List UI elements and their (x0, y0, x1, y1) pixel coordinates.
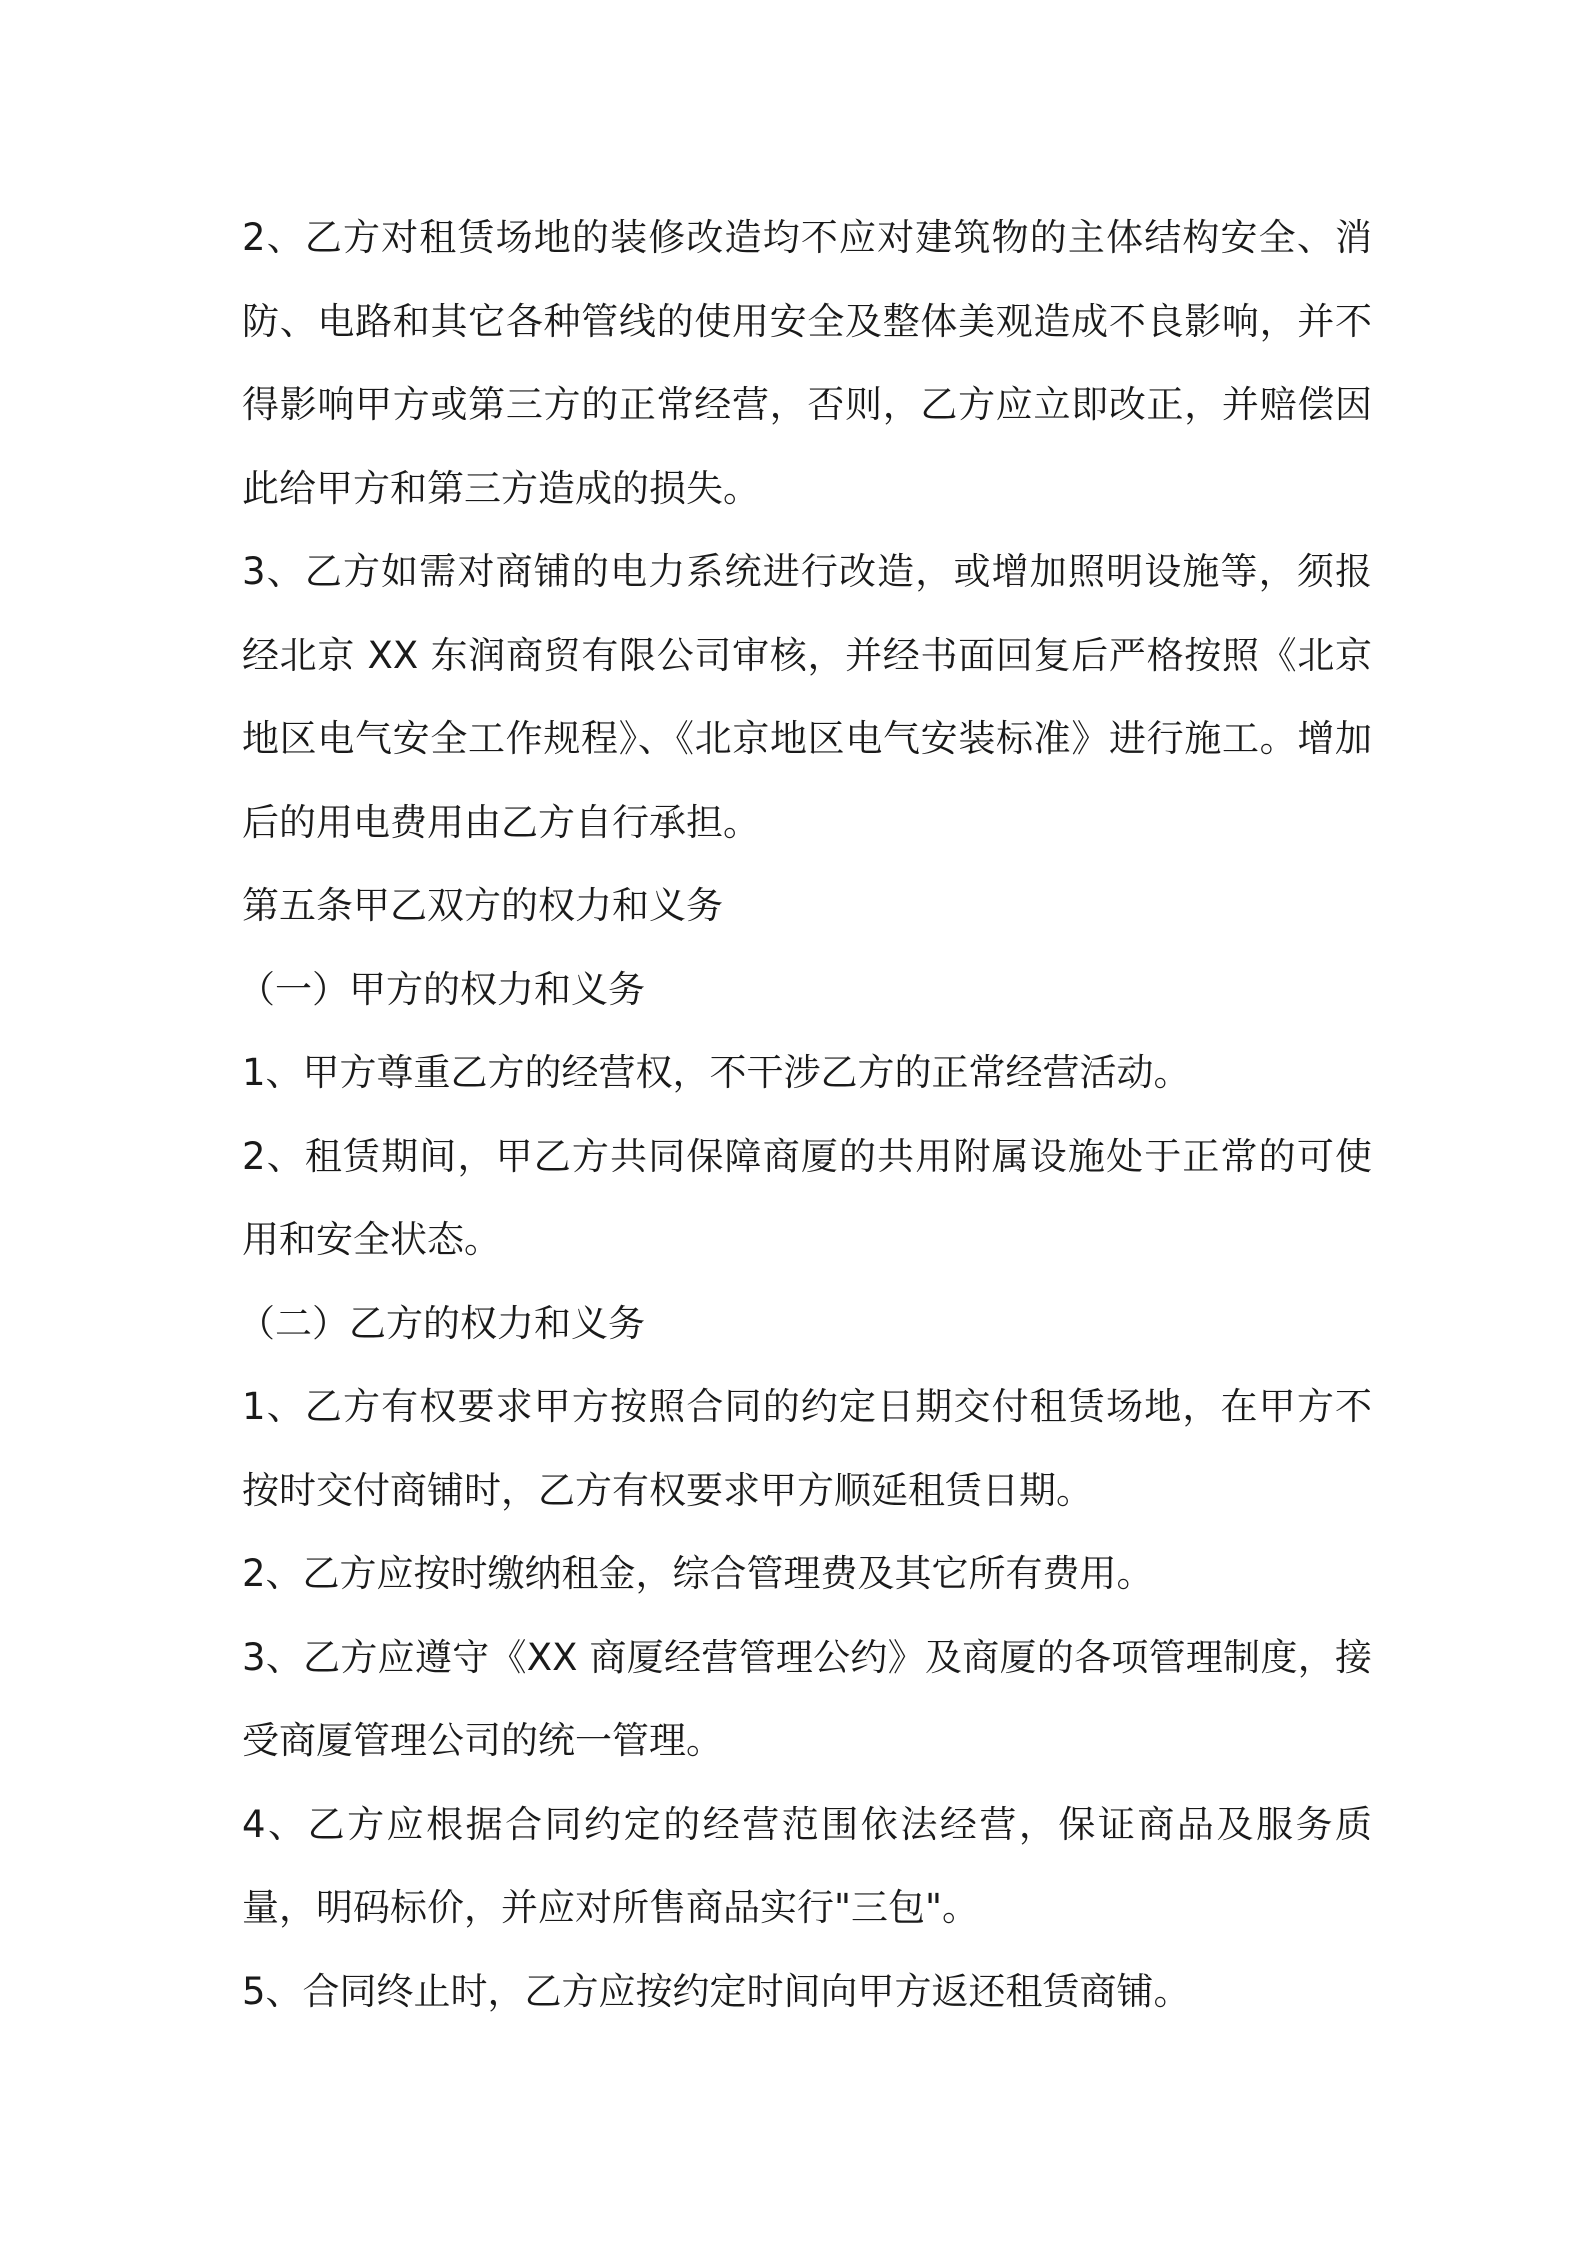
section-heading-party-b: （二）乙方的权力和义务 (238, 1301, 645, 1345)
party-b-item-5: 5、合同终止时，乙方应按约定时间向甲方返还租赁商铺。 (242, 1969, 1191, 2013)
section-heading-party-a: （一）甲方的权力和义务 (238, 967, 645, 1011)
article-heading-rights-obligations: 第五条甲乙双方的权力和义务 (242, 884, 723, 927)
party-a-item-2: 2、租赁期间，甲乙方共同保障商厦的共用附属设施处于正常的可使用和安全状态。 (242, 1134, 1372, 1261)
party-b-item-4: 4、乙方应根据合同约定的经营范围依法经营，保证商品及服务质量，明码标价，并应对所售商品实行"三包"。 (242, 1802, 1372, 1929)
party-b-item-3: 3、乙方应遵守《XX 商厦经营管理公约》及商厦的各项管理制度，接受商厦管理公司的统一管理。 (242, 1635, 1372, 1762)
party-b-item-1: 1、乙方有权要求甲方按照合同的约定日期交付租赁场地，在甲方不按时交付商铺时，乙方有权要求甲方顺延租赁日期。 (242, 1385, 1372, 1512)
party-b-item-2: 2、乙方应按时缴纳租金，综合管理费及其它所有费用。 (242, 1552, 1154, 1595)
clause-renovation-safety: 2、乙方对租赁场地的装修改造均不应对建筑物的主体结构安全、消防、电路和其它各种管线的使用安全及整体美观造成不良影响，并不得影响甲方或第三方的正常经营，否则，乙方应立即改正，并赔偿因此给甲方和第三方造成的损失。 (242, 216, 1372, 510)
document-body (238, 196, 1372, 2033)
party-a-item-1: 1、甲方尊重乙方的经营权，不干涉乙方的正常经营活动。 (242, 1051, 1191, 1094)
clause-electrical-modification: 3、乙方如需对商铺的电力系统进行改造，或增加照明设施等，须报经北京 XX 东润商贸有限公司审核，并经书面回复后严格按照《北京地区电气安全工作规程》、《北京地区电气安装标准》进行施工。增加后的用电费用由乙方自行承担。 (242, 550, 1372, 844)
